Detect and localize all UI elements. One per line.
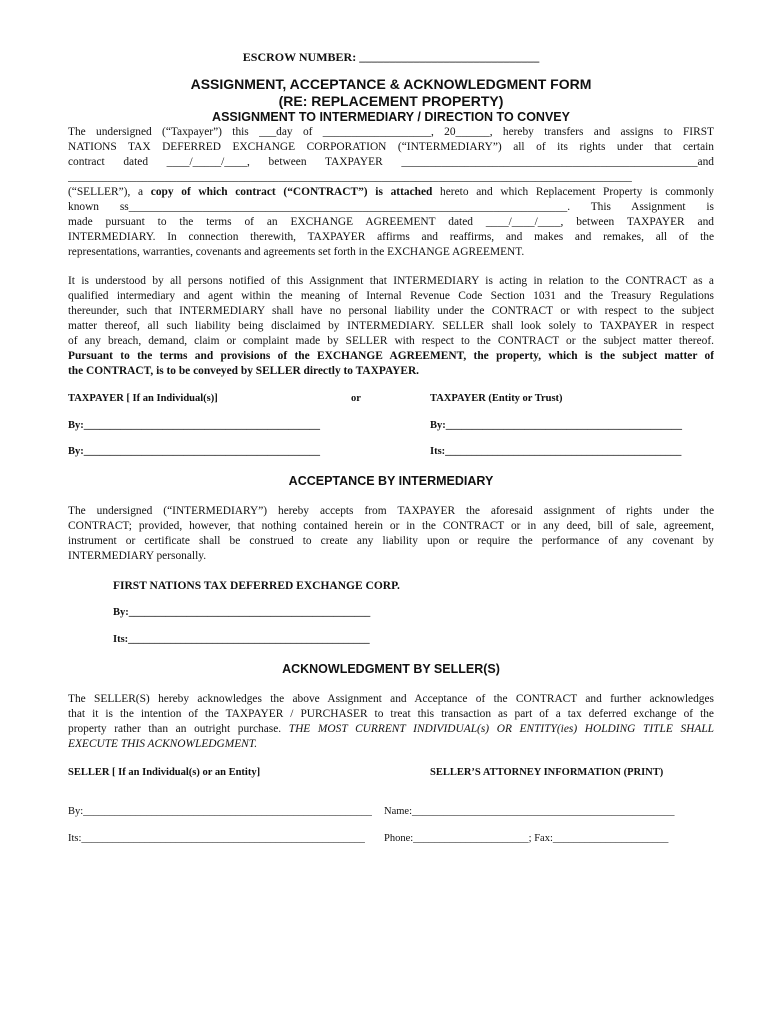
paragraph-line: contract dated ____/_____/____, between TAXPAYER ____________________________________________________and	[68, 156, 714, 168]
pursuant-line: Pursuant to the terms and provisions of the EXCHANGE AGREEMENT, the property, which is the subject matter of	[68, 350, 714, 362]
assignment-paragraph	[68, 125, 714, 185]
contract-attached-text: copy of which contract (“CONTRACT”) is attached	[150, 186, 433, 198]
paragraph-line: INTERMEDIARY personally.	[68, 550, 207, 562]
paragraph-line: matter thereof, all such liability being disclaimed by INTERMEDIARY. SELLER shall look solely to TAXPAYER in respect	[68, 320, 714, 332]
execute-acknowledgment-text: EXECUTE THIS ACKNOWLEDGMENT.	[68, 738, 258, 750]
acknowledgment-paragraph	[68, 692, 714, 752]
form-subtitle: (RE: REPLACEMENT PROPERTY)	[278, 93, 504, 109]
paragraph-line: that it is the intention of the TAXPAYER / PURCHASER to treat this transaction as part of a tax deferred exchange of the	[68, 708, 714, 720]
seller-its-line[interactable]: Its:______________________________________________________	[68, 833, 365, 844]
paragraph-line: known ss_____________________________________________________________________________. This Assignment is	[68, 201, 714, 213]
paragraph-line: of any breach, demand, claim or complaint made by SELLER with respect to the CONTRACT or the subject matter thereof.	[68, 335, 714, 347]
paragraph-line	[68, 185, 714, 200]
seller-label: SELLER [ If an Individual(s) or an Entity]	[68, 767, 261, 778]
pursuant-line: the CONTRACT, is to be conveyed by SELLER directly to TAXPAYER.	[68, 365, 420, 377]
taxpayer-entity-by-line[interactable]: By:_____________________________________________	[430, 420, 682, 431]
section-heading-assignment: ASSIGNMENT TO INTERMEDIARY / DIRECTION TO CONVEY	[212, 110, 570, 124]
acceptance-paragraph	[68, 504, 714, 564]
paragraph-line: CONTRACT; provided, however, that nothing contained herein or in the CONTRACT or in any deed, bill of sale, agreement,	[68, 520, 714, 532]
intermediary-by-line[interactable]: By:______________________________________________	[113, 607, 371, 618]
seller-text: (“SELLER”), a	[68, 186, 151, 198]
paragraph-line: representations, warranties, covenants and agreements set forth in the EXCHANGE AGREEMENT.	[68, 246, 525, 258]
paragraph-line: The undersigned (“Taxpayer”) this ___day of ___________________, 20______, hereby transfers and assigns to FIRST	[68, 126, 714, 138]
section-heading-acknowledgment: ACKNOWLEDGMENT BY SELLER(S)	[282, 662, 500, 676]
taxpayer-entity-label: TAXPAYER (Entity or Trust)	[430, 393, 563, 404]
paragraph-line: NATIONS TAX DEFERRED EXCHANGE CORPORATION (“INTERMEDIARY”) all of its rights under that certain	[68, 141, 714, 153]
outright-purchase-text: property rather than an outright purchase.	[68, 723, 289, 735]
holding-title-text: THE MOST CURRENT INDIVIDUAL(s) OR ENTITY(ies) HOLDING TITLE SHALL	[288, 723, 714, 735]
paragraph-line: The SELLER(S) hereby acknowledges the above Assignment and Acceptance of the CONTRACT and further acknowledges	[68, 693, 714, 705]
paragraph-line: The undersigned (“INTERMEDIARY”) hereby accepts from TAXPAYER the aforesaid assignment of rights under the	[68, 505, 714, 517]
seller-by-line[interactable]: By:_______________________________________________________	[68, 806, 372, 817]
paragraph-line: INTERMEDIARY. In connection therewith, TAXPAYER affirms and reaffirms, and makes and remakes, all of the	[68, 231, 714, 243]
section-heading-acceptance: ACCEPTANCE BY INTERMEDIARY	[288, 474, 494, 488]
paragraph-line: made pursuant to the terms of an EXCHANGE AGREEMENT dated ____/____/____, between TAXPAYER and	[68, 216, 714, 228]
seller-attorney-label: SELLER’S ATTORNEY INFORMATION (PRINT)	[430, 767, 664, 778]
paragraph-line: It is understood by all persons notified of this Assignment that INTERMEDIARY is acting in relation to the CONTRACT as a	[68, 275, 714, 287]
commonly-text: hereto and which Replacement Property is commonly	[432, 186, 714, 198]
attorney-name-line[interactable]: Name:__________________________________________________	[384, 806, 675, 817]
intermediary-its-line[interactable]: Its:______________________________________________	[113, 634, 370, 645]
paragraph-line: thereunder, such that INTERMEDIARY shall have no personal liability under the CONTRACT or with respect to the subject	[68, 305, 714, 317]
taxpayer-individual-by-line-2[interactable]: By:_____________________________________________	[68, 446, 320, 457]
form-title: ASSIGNMENT, ACCEPTANCE & ACKNOWLEDGMENT FORM	[190, 76, 592, 92]
blank-line: ___________________________________________________________________________________________________	[68, 171, 632, 183]
or-label: or	[351, 393, 361, 404]
taxpayer-individual-label: TAXPAYER [ If an Individual(s)]	[68, 393, 218, 404]
paragraph-line: qualified intermediary and agent within the meaning of Internal Revenue Code Section 1031 and the Treasury Regulations	[68, 290, 714, 302]
taxpayer-individual-by-line-1[interactable]: By:_____________________________________________	[68, 420, 320, 431]
paragraph-line: instrument or certificate shall be construed to create any liability upon or require the performance of any covenant by	[68, 535, 714, 547]
taxpayer-entity-its-line[interactable]: Its:_____________________________________________	[430, 446, 682, 457]
escrow-number: ESCROW NUMBER: ______________________________	[242, 50, 540, 64]
understood-paragraph	[68, 274, 714, 379]
assignment-paragraph-continued	[68, 185, 714, 260]
attorney-phone-fax-line[interactable]: Phone:______________________; Fax:______________________	[384, 833, 669, 844]
intermediary-name: FIRST NATIONS TAX DEFERRED EXCHANGE CORP.	[113, 580, 400, 592]
paragraph-line	[68, 722, 714, 737]
